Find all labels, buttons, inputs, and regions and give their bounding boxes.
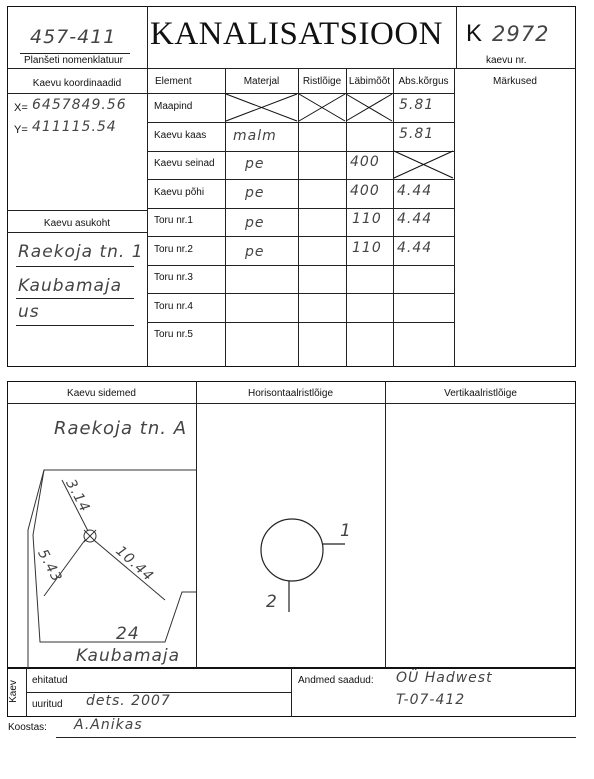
location-label: Kaevu asukoht bbox=[43, 218, 111, 229]
compiler-line bbox=[56, 737, 576, 738]
surveyed-value: dets. 2007 bbox=[86, 693, 171, 709]
elevation-cell: 4.44 bbox=[397, 183, 433, 199]
pipe-1-label: 1 bbox=[340, 521, 352, 541]
col-header-diameter: Läbimõõt bbox=[348, 76, 391, 87]
element-cell: Toru nr.5 bbox=[154, 329, 193, 340]
y-coordinate: 411115.54 bbox=[32, 119, 117, 135]
x-coordinate: 6457849.56 bbox=[32, 97, 127, 113]
compiler-label: Koostas: bbox=[8, 722, 47, 733]
element-cell: Kaevu kaas bbox=[154, 130, 207, 141]
y-label: Y= bbox=[14, 124, 28, 136]
elevation-cell: 5.81 bbox=[399, 97, 435, 113]
material-cell: pe bbox=[245, 156, 265, 172]
elevation-cell: 4.44 bbox=[397, 211, 433, 227]
element-cell: Toru nr.4 bbox=[154, 301, 193, 312]
sketch-distance-1: 3.14 bbox=[62, 476, 93, 516]
diameter-cell: 110 bbox=[352, 240, 382, 256]
diameter-cell: 110 bbox=[352, 211, 382, 227]
source-line-2: T-07-412 bbox=[396, 692, 466, 708]
material-cell: malm bbox=[233, 128, 277, 144]
source-line-1: OÜ Hadwest bbox=[396, 670, 493, 686]
material-cell: pe bbox=[245, 185, 265, 201]
elevation-cell: 4.44 bbox=[397, 240, 433, 256]
sketch-distance-2: 5.43 bbox=[34, 546, 65, 586]
element-cell: Kaevu seinad bbox=[154, 158, 215, 169]
source-label: Andmed saadud: bbox=[298, 675, 374, 686]
ties-label: Kaevu sidemed bbox=[67, 388, 136, 399]
col-header-notes: Märkused bbox=[493, 76, 537, 87]
page-title: KANALISATSIOON bbox=[150, 16, 443, 52]
vertical-section-label: Vertikaalristlõige bbox=[444, 388, 517, 399]
element-cell: Toru nr.2 bbox=[154, 244, 193, 255]
footer-mid-divider bbox=[291, 668, 292, 717]
diameter-cell: 400 bbox=[350, 154, 380, 170]
coordinates-label: Kaevu koordinaadid bbox=[32, 78, 122, 89]
elevation-cell: 5.81 bbox=[399, 126, 435, 142]
x-label: X= bbox=[14, 102, 28, 114]
well-prefix: K bbox=[466, 20, 483, 47]
pipe-2-label: 2 bbox=[266, 592, 278, 612]
material-cell: pe bbox=[245, 215, 265, 231]
location-line-1: Raekoja tn. 1 bbox=[18, 242, 144, 262]
element-cell: Toru nr.3 bbox=[154, 272, 193, 283]
col-header-element: Element bbox=[155, 76, 192, 87]
built-label: ehitatud bbox=[32, 675, 68, 686]
sketch-street: Raekoja tn. A bbox=[54, 418, 188, 439]
sketch-building-name: Kaubamaja bbox=[76, 646, 181, 666]
col-header-section: Ristlõige bbox=[302, 76, 342, 87]
col-header-material: Materjal bbox=[243, 76, 280, 87]
location-line-3: us bbox=[18, 302, 40, 322]
compiler-value: A.Anikas bbox=[74, 717, 143, 733]
diameter-cell: 400 bbox=[350, 183, 380, 199]
well-number: 2972 bbox=[492, 22, 550, 46]
col-header-elevation: Abs.kõrgus bbox=[398, 76, 449, 87]
plansheet-label: Planšeti nomenklatuur bbox=[24, 55, 123, 66]
sketch-distance-3: 10.44 bbox=[112, 542, 157, 586]
surveyed-label: uuritud bbox=[32, 699, 63, 710]
location-line-2: Kaubamaja bbox=[18, 276, 123, 296]
footer-side-label: Kaev bbox=[7, 680, 19, 703]
plansheet-value: 457-411 bbox=[30, 26, 117, 48]
sketch-building-number: 24 bbox=[116, 624, 140, 644]
horizontal-section-label: Horisontaalristlõige bbox=[247, 388, 334, 399]
element-cell: Kaevu põhi bbox=[154, 187, 205, 198]
element-cell: Maapind bbox=[154, 101, 193, 112]
well-number-label: kaevu nr. bbox=[486, 55, 527, 66]
material-cell: pe bbox=[245, 244, 265, 260]
element-cell: Toru nr.1 bbox=[154, 215, 193, 226]
